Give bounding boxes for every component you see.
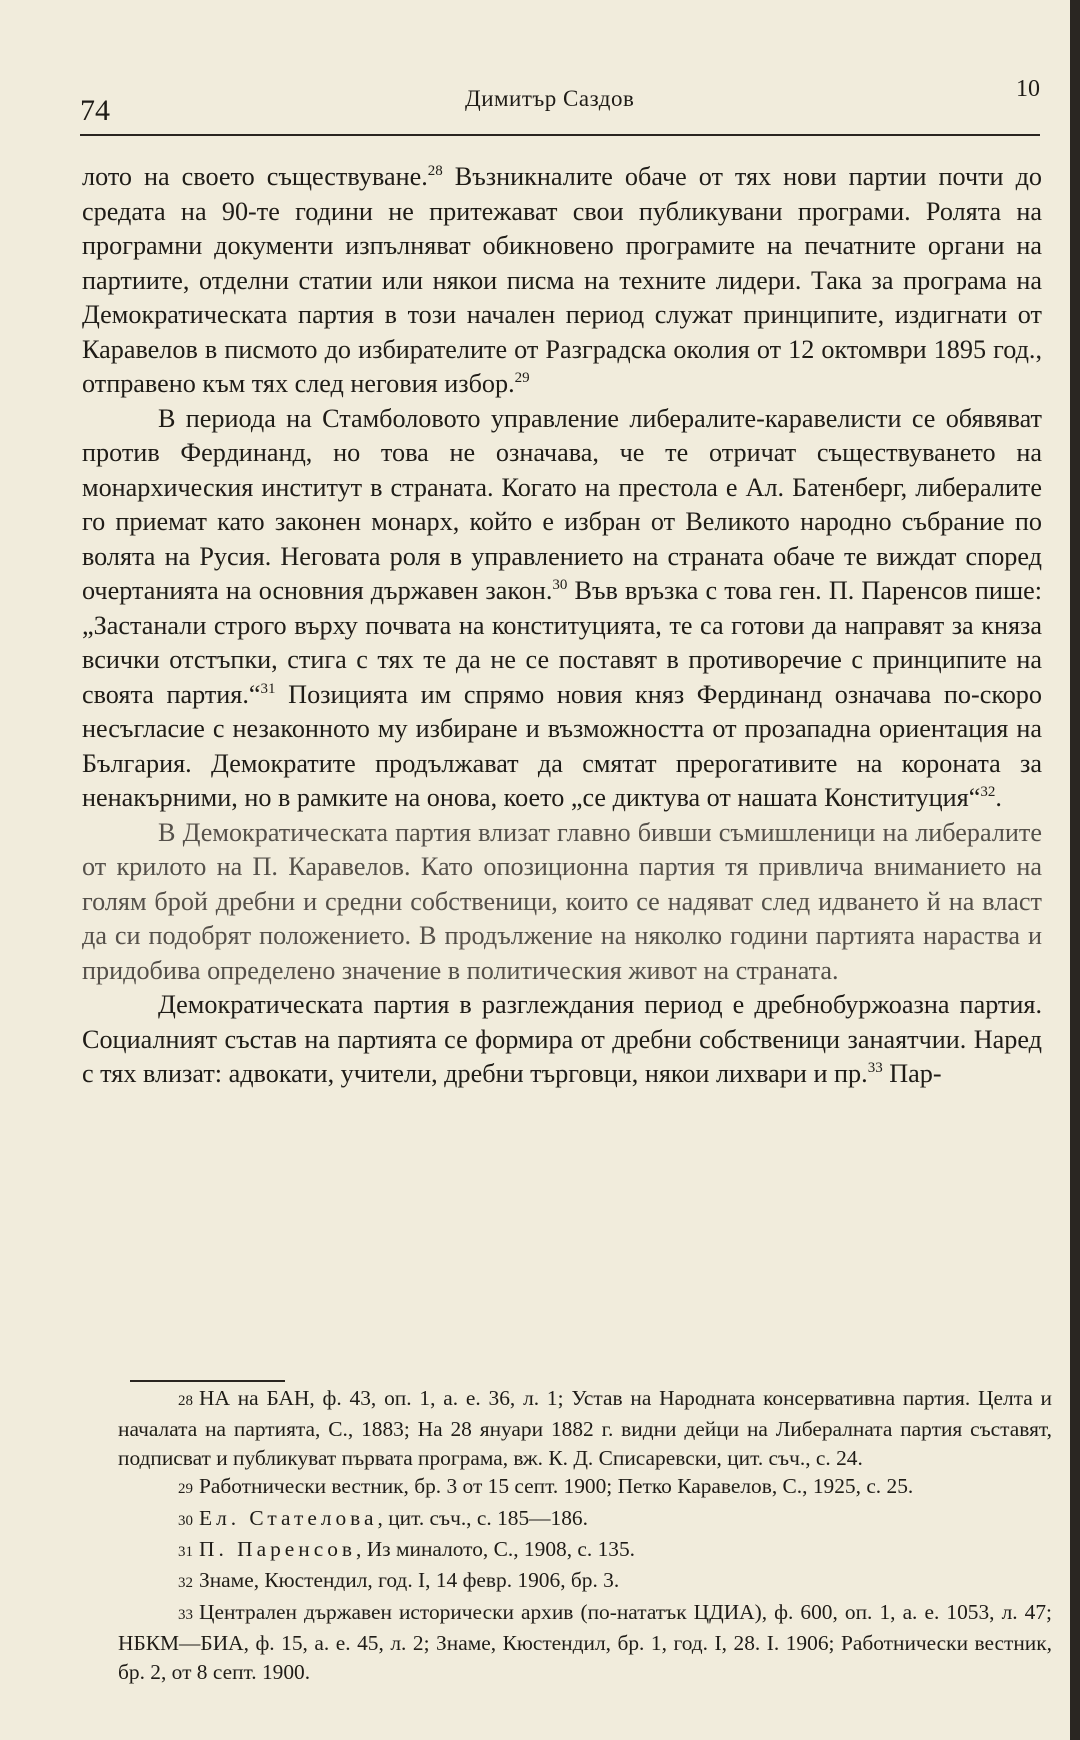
- footnote-ref-33: 33: [867, 1060, 883, 1076]
- footnote-28: 28 НА на БАН, ф. 43, оп. 1, а. е. 36, л. 1; Устав на Народната консервативна партия. Целта и началата на партията, С., 1883; На 28 януари 1882 г. видни дейци на Либералната партия съставят, подписват и публикуват първата програма, вж. К. Д. Списаревски, цит. съч., с. 24.: [118, 1386, 1052, 1470]
- paragraph-1: лото на своето съществуване.$^{28}$ Възникналите обаче от тях нови партии почти до средата на 90-те години не притежават свои публикувани програми. Ролята на програмни документи изпълняват обикновено програмите на печатните органи на партиите, отделни статии или някои писма на техните лидери. Така за програма на Демократическата партия в този начален период служат принципите, издигнати от Каравелов в писмото до избирателите от Разградска околия от 12 октомври 1895 год., отправено към тях след неговия избор.$^{29}$: [82, 162, 1042, 398]
- footnote-rule: [130, 1380, 285, 1382]
- footnote-ref-30: 30: [552, 577, 568, 593]
- footnote-32: 32 Знаме, Кюстендил, год. I, 14 февр. 1906, бр. 3.: [178, 1568, 620, 1593]
- footnote-author: П. Паренсов: [199, 1537, 357, 1562]
- body-text: [82, 160, 1042, 1092]
- footnote-ref-32: 32: [980, 784, 996, 800]
- running-title: Димитър Саздов: [465, 86, 635, 111]
- paragraph-2: В периода на Стамболовото управление либералите-каравелисти се обявяват против Фердинанд, но това не означава, че те отричат съществуването на монархическия институт в страната. Когато на престола е Ал. Батенберг, либералите го приемат като законен монарх, който е избран от Великото народно събрание по волята на Русия. Неговата роля в управлението на страната обаче те виждат според очертанията на основния държавен закон.$^{30}$ Във връзка с това ген. П. Паренсов пише: „Застанали строго върху почвата на конституцията, те са готови да направят за княза всички отстъпки, стига с тях те да не се поставят в противоречие с принципите на своята партия.“$^{31}$ Позицията им спрямо новия княз Фердинанд означава по-скоро несъгласие с незаконното му избиране и възможността от прозападна ориентация на България. Демократите продължават да смятат прерогативите на короната за ненакърними, но в рамките на онова, което „се диктува от нашата Конституция“$^{32}$.: [82, 403, 1043, 812]
- page-header: [80, 70, 1040, 140]
- page-number: 74: [80, 94, 110, 127]
- header-rule: [80, 134, 1040, 136]
- footnote-ref-29: 29: [514, 370, 530, 386]
- footnote-29: 29 Работнически вестник, бр. 3 от 15 септ. 1900; Петко Каравелов, С., 1925, с. 25.: [178, 1474, 914, 1499]
- footnote-30: 30 Ел. Стателова, цит. съч., с. 185—186.: [178, 1505, 588, 1530]
- footnotes: [118, 1384, 1052, 1686]
- chapter-mark: 10: [1016, 76, 1040, 102]
- footnote-ref-31: 31: [260, 680, 276, 697]
- footnote-31: 31 П. Паренсов, Из миналото, С., 1908, с. 135.: [178, 1537, 636, 1562]
- paragraph-4: Демократическата партия в разглеждания период е дребнобуржоазна партия. Социалният състав на партията се формира от дребни собственици занаятчии. Наред с тях влизат: адвокати, учители, дребни търговци, някои лихвари и пр.$^{33}$ Пар-: [82, 990, 1042, 1088]
- footnote-ref-28: 28: [427, 163, 443, 179]
- page-edge-shadow: [1070, 0, 1080, 1740]
- footnote-author: Ел. Стателова: [199, 1505, 378, 1530]
- paragraph-3: В Демократическата партия влизат главно бивши съмишленици на либералите от крилото на П. Каравелов. Като опозиционна партия тя привлича вниманието на голям брой дребни и средни собственици, които се надяват след идването й на власт да си подобрят положението. В продължение на няколко години партията нараства и придобива определено значение в политическия живот на страната.: [82, 817, 1042, 985]
- footnote-33: 33 Централен държавен исторически архив (по-нататък ЦДИА), ф. 600, оп. 1, а. е. 1053, л. 47; НБКМ—БИА, ф. 15, а. е. 45, л. 2; Знаме, Кюстендил, бр. 1, год. I, 28. I. 1906; Работнически вестник, бр. 2, от 8 септ. 1900.: [118, 1599, 1052, 1684]
